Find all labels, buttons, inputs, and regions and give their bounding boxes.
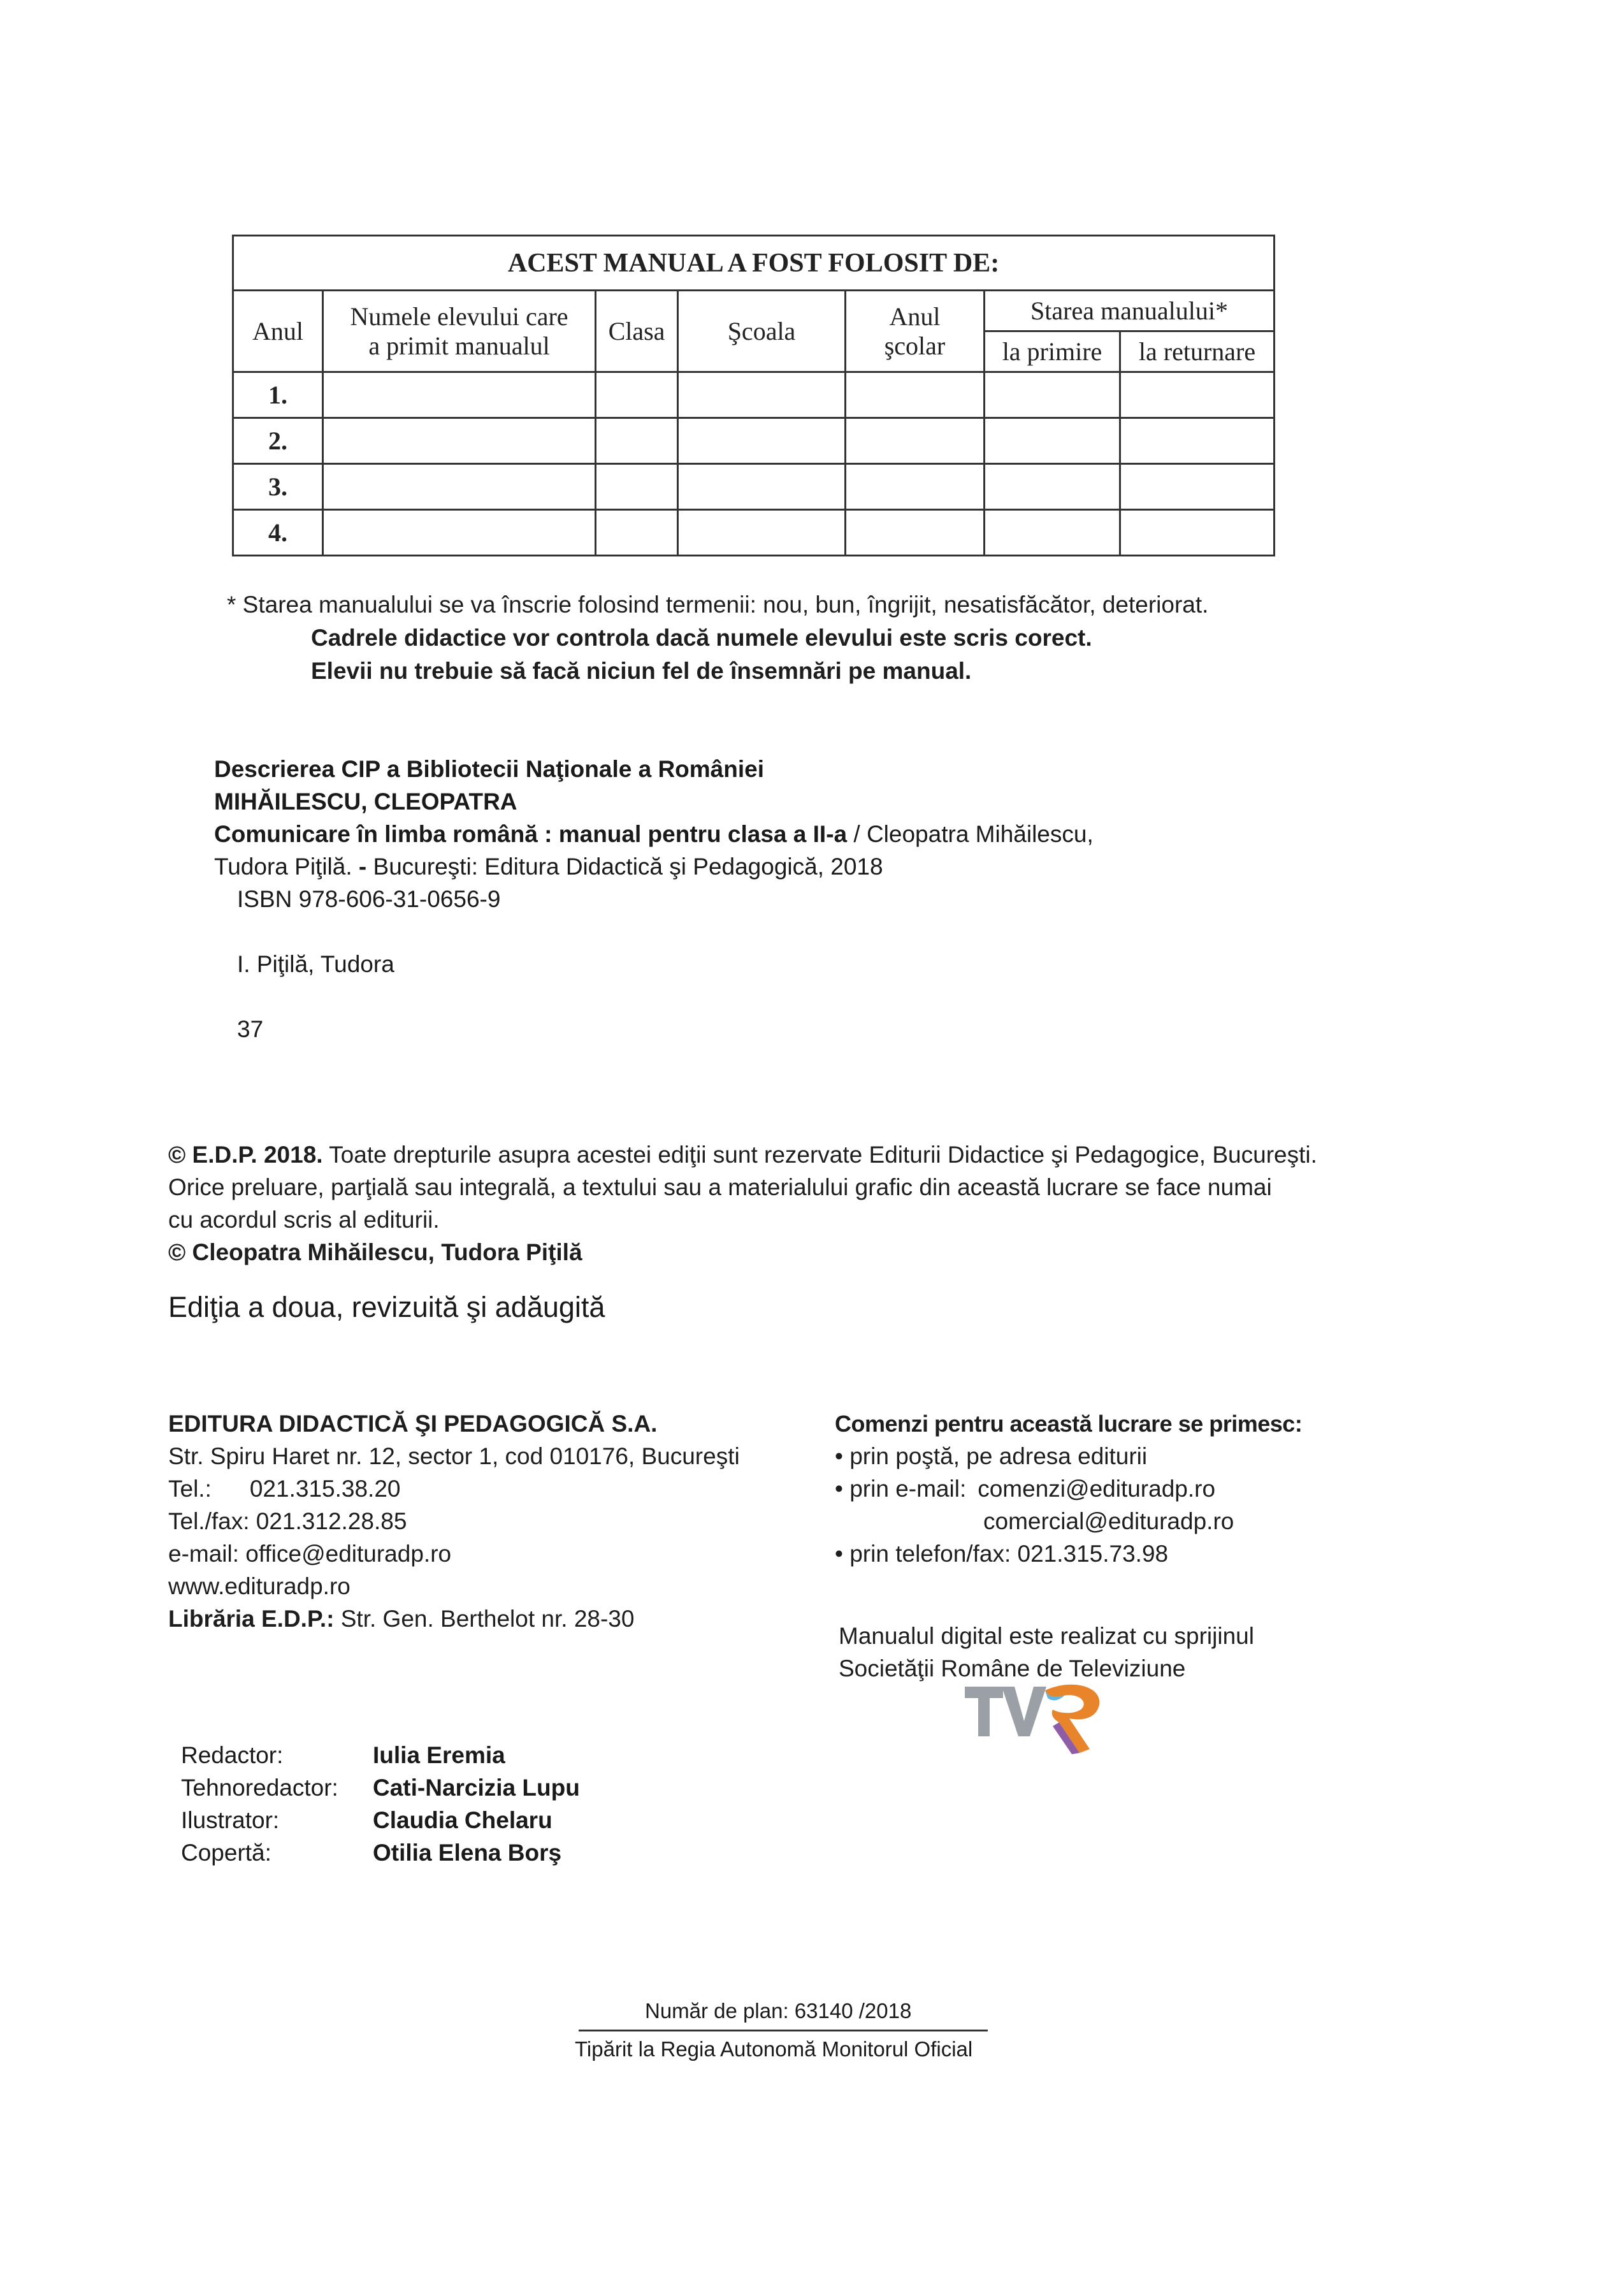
cip-title: Comunicare în limba română : manual pentru clasa a II-a — [214, 821, 848, 847]
header-anul: Anul — [233, 291, 323, 372]
cip-title-authors: / Cleopatra Mihăilescu, — [847, 821, 1094, 847]
cell-clasa[interactable] — [596, 372, 678, 418]
teacher-note: Cadrele didactice vor controla dacă numele elevului este scris corect. — [311, 625, 1092, 651]
cell-la-primire[interactable] — [985, 372, 1120, 418]
staff-name: Claudia Chelaru — [373, 1807, 553, 1833]
cell-la-primire[interactable] — [985, 464, 1120, 510]
orders-phone: • prin telefon/fax: 021.315.73.98 — [835, 1541, 1169, 1567]
header-numele: Numele elevului care a primit manualul — [323, 291, 596, 372]
table-header-row — [233, 291, 1275, 331]
publisher-telfax: Tel./fax: 021.312.28.85 — [168, 1508, 407, 1534]
orders-email-1[interactable]: comenzi@edituradp.ro — [978, 1476, 1216, 1502]
copyright-line-2: Orice preluare, parţială sau integrală, a textului sau a materialului grafic din această lucrare se face numai — [168, 1174, 1272, 1200]
cell-la-returnare[interactable] — [1120, 372, 1275, 418]
cell-numele[interactable] — [323, 464, 596, 510]
cip-dash: - — [358, 854, 367, 880]
cip-heading: Descrierea CIP a Bibliotecii Naţionale a României — [214, 756, 764, 782]
cell-anul-scolar[interactable] — [846, 510, 985, 556]
copyright-authors: © Cleopatra Mihăilescu, Tudora Piţilă — [168, 1239, 582, 1265]
cell-clasa[interactable] — [596, 510, 678, 556]
staff-role: Ilustrator: — [181, 1807, 280, 1833]
cell-numele[interactable] — [323, 418, 596, 464]
cip-coauthor: I. Piţilă, Tudora — [237, 951, 394, 977]
cell-anul-scolar[interactable] — [846, 464, 985, 510]
cell-numele[interactable] — [323, 510, 596, 556]
cell-scoala[interactable] — [678, 372, 846, 418]
staff-name: Iulia Eremia — [373, 1742, 505, 1768]
copyright-line-1 — [168, 1138, 1317, 1171]
bookstore-address: Str. Gen. Berthelot nr. 28-30 — [334, 1606, 635, 1632]
header-la-returnare: la returnare — [1120, 331, 1275, 372]
table-row — [233, 510, 1275, 556]
orders-email-line — [835, 1472, 1215, 1505]
staff-role: Copertă: — [181, 1840, 271, 1866]
cell-scoala[interactable] — [678, 418, 846, 464]
cell-scoala[interactable] — [678, 510, 846, 556]
cell-scoala[interactable] — [678, 464, 846, 510]
printer-note: Tipărit la Regia Autonomă Monitorul Oficial — [575, 2037, 973, 2061]
cip-publisher-line — [214, 850, 883, 883]
tel-number: 021.315.38.20 — [249, 1476, 401, 1502]
orders-email-2[interactable]: comercial@edituradp.ro — [983, 1508, 1234, 1534]
staff-name: Otilia Elena Borş — [373, 1840, 562, 1866]
cell-la-primire[interactable] — [985, 418, 1120, 464]
orders-post: • prin poştă, pe adresa editurii — [835, 1443, 1148, 1469]
digital-note-1: Manualul digital este realizat cu sprijinul — [839, 1623, 1254, 1649]
copyright-rights: Toate drepturile asupra acestei ediţii sunt rezervate Editurii Didactice şi Pedagogice, Bucureşti. — [322, 1142, 1317, 1168]
cell-clasa[interactable] — [596, 418, 678, 464]
table-title-row — [233, 236, 1275, 291]
header-scoala: Şcoala — [678, 291, 846, 372]
cip-coauthor-inline: Tudora Piţilă. — [214, 854, 359, 880]
header-anul-scolar: Anul şcolar — [846, 291, 985, 372]
bookstore-label: Librăria E.D.P.: — [168, 1606, 335, 1632]
publisher-name: EDITURA DIDACTICĂ ŞI PEDAGOGICĂ S.A. — [168, 1411, 658, 1437]
header-clasa: Clasa — [596, 291, 678, 372]
cell-la-returnare[interactable] — [1120, 510, 1275, 556]
edition: Ediţia a doua, revizuită şi adăugită — [168, 1291, 605, 1323]
publisher-email[interactable]: e-mail: office@edituradp.ro — [168, 1541, 452, 1567]
header-starea: Starea manualului* — [985, 291, 1275, 331]
plan-number: Număr de plan: 63140 /2018 — [645, 1999, 912, 2023]
row-number: 2. — [233, 418, 323, 464]
cip-title-line — [214, 818, 1094, 850]
copyright-line-3: cu acordul scris al editurii. — [168, 1207, 440, 1233]
row-number: 1. — [233, 372, 323, 418]
cell-anul-scolar[interactable] — [846, 418, 985, 464]
tvr-logo — [964, 1682, 1120, 1755]
usage-table — [232, 235, 1275, 556]
publisher-tel-line — [168, 1472, 400, 1505]
table-row — [233, 464, 1275, 510]
cip-author: MIHĂILESCU, CLEOPATRA — [214, 788, 517, 815]
row-number: 4. — [233, 510, 323, 556]
cip-publisher: Bucureşti: Editura Didactică şi Pedagogică, 2018 — [366, 854, 883, 880]
table-row — [233, 418, 1275, 464]
staff-role: Redactor: — [181, 1742, 284, 1768]
student-note: Elevii nu trebuie să facă niciun fel de însemnări pe manual. — [311, 658, 972, 684]
footer-divider — [579, 2030, 988, 2031]
publisher-address: Str. Spiru Haret nr. 12, sector 1, cod 010176, Bucureşti — [168, 1443, 740, 1469]
cell-clasa[interactable] — [596, 464, 678, 510]
cip-code: 37 — [237, 1016, 264, 1042]
cell-anul-scolar[interactable] — [846, 372, 985, 418]
digital-note-2: Societăţii Române de Televiziune — [839, 1655, 1186, 1682]
cell-la-primire[interactable] — [985, 510, 1120, 556]
copyright-mark: © E.D.P. 2018. — [168, 1142, 323, 1168]
cip-isbn: ISBN 978-606-31-0656-9 — [237, 886, 501, 912]
publisher-website[interactable]: www.edituradp.ro — [168, 1573, 350, 1599]
orders-heading: Comenzi pentru această lucrare se primesc: — [835, 1411, 1303, 1437]
cell-la-returnare[interactable] — [1120, 464, 1275, 510]
table-title: ACEST MANUAL A FOST FOLOSIT DE: — [233, 236, 1275, 291]
tel-label: Tel.: — [168, 1476, 212, 1502]
table-row — [233, 372, 1275, 418]
status-note: * Starea manualului se va înscrie folosind termenii: nou, bun, îngrijit, nesatisfăcător, deteriorat. — [227, 592, 1209, 618]
staff-name: Cati-Narcizia Lupu — [373, 1775, 580, 1801]
orders-email-label: • prin e-mail: — [835, 1476, 967, 1502]
publisher-bookstore — [168, 1602, 634, 1635]
header-la-primire: la primire — [985, 331, 1120, 372]
row-number: 3. — [233, 464, 323, 510]
staff-role: Tehnoredactor: — [181, 1775, 338, 1801]
cell-numele[interactable] — [323, 372, 596, 418]
cell-la-returnare[interactable] — [1120, 418, 1275, 464]
